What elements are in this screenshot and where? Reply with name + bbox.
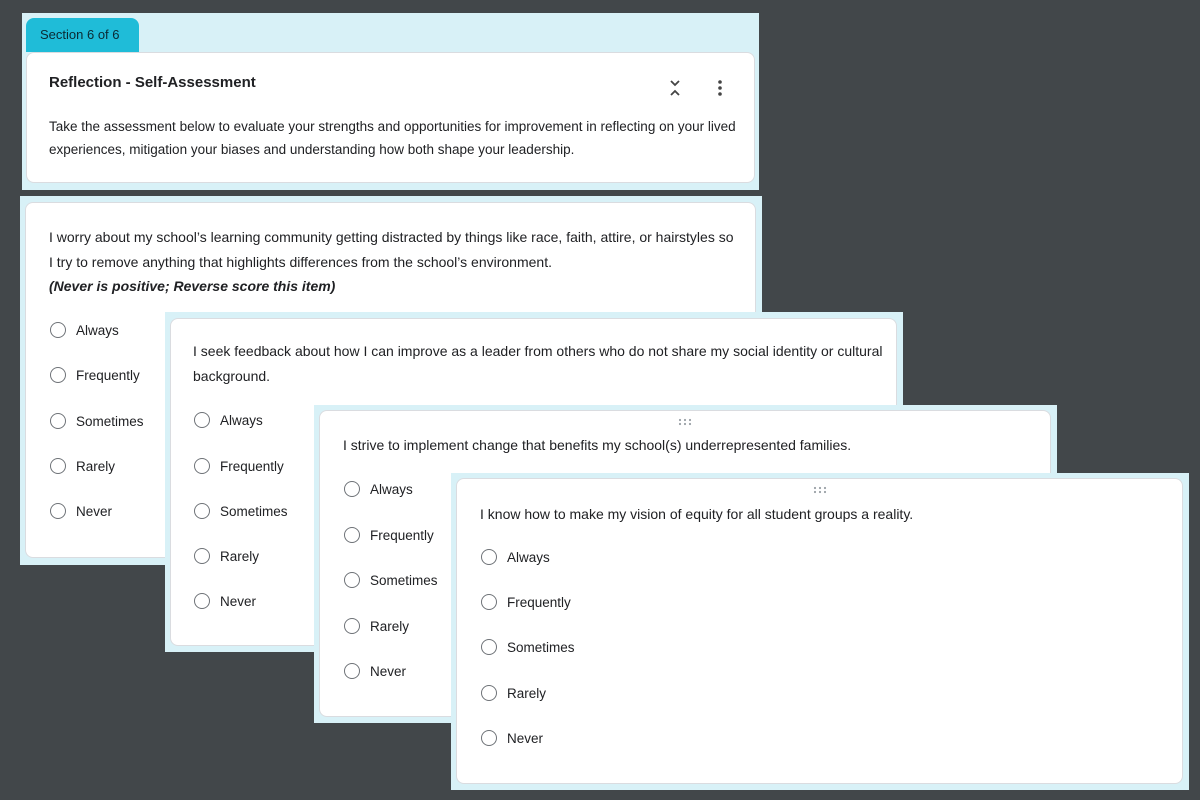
more-vert-icon[interactable] [712,78,728,98]
question-2-text[interactable] [193,339,883,388]
question-2-option[interactable] [194,455,284,477]
option-label: Never [507,730,544,746]
radio-button[interactable] [194,458,210,474]
radio-button[interactable] [194,503,210,519]
option-label: Sometimes [507,639,575,655]
question-1-option[interactable] [50,455,115,477]
option-label: Always [507,549,550,565]
radio-button[interactable] [50,367,66,383]
radio-button[interactable] [50,413,66,429]
option-label: Frequently [370,527,434,543]
radio-button[interactable] [481,639,497,655]
option-label: Never [76,503,113,519]
option-label: Never [220,593,257,609]
question-4-option[interactable] [481,636,575,658]
option-label: Rarely [370,618,410,634]
radio-button[interactable] [194,412,210,428]
question-2-prompt: I seek feedback about how I can improve as a leader from others who do not share my social identity or cultural background. [193,343,883,384]
question-4-prompt: I know how to make my vision of equity for all student groups a reality. [480,506,914,522]
question-1-option[interactable] [50,410,144,432]
option-label: Frequently [220,458,284,474]
section-tab: Section 6 of 6 [26,18,139,52]
radio-button[interactable] [50,458,66,474]
question-1-prompt: I worry about my school’s learning community getting distracted by things like race, faith, attire, or hairstyles so I try to remove anything that highlights differences from the school’s environment. [49,229,734,270]
question-4-option[interactable] [481,727,543,749]
radio-button[interactable] [194,593,210,609]
option-label: Rarely [76,458,116,474]
question-1-option[interactable] [50,500,112,522]
option-label: Sometimes [76,413,144,429]
section-description[interactable]: Take the assessment below to evaluate your strengths and opportunities for improvement in reflecting on your lived experiences, mitigation your biases and understanding how both shape your leadership. [49,119,736,157]
question-3-text[interactable] [343,433,1033,458]
option-label: Always [76,322,119,338]
radio-button[interactable] [50,322,66,338]
radio-button[interactable] [481,730,497,746]
radio-button[interactable] [344,527,360,543]
option-label: Frequently [76,367,140,383]
radio-button[interactable] [344,572,360,588]
radio-button[interactable] [194,548,210,564]
question-4-option[interactable] [481,682,546,704]
question-2-option[interactable] [194,409,263,431]
question-3-prompt: I strive to implement change that benefits my school(s) underrepresented families. [343,437,852,453]
question-3-option[interactable] [344,478,413,500]
option-label: Rarely [220,548,260,564]
question-1-note: (Never is positive; Reverse score this item) [49,278,336,294]
option-label: Always [220,412,263,428]
section-title[interactable]: Reflection - Self-Assessment [49,74,256,91]
question-2-option[interactable] [194,590,256,612]
question-1-option[interactable] [50,319,119,341]
question-4-option[interactable] [481,546,550,568]
radio-button[interactable] [344,618,360,634]
radio-button[interactable] [344,663,360,679]
question-4-text[interactable] [480,502,1170,527]
question-3-option[interactable] [344,569,438,591]
radio-button[interactable] [481,549,497,565]
question-3-option[interactable] [344,524,434,546]
option-label: Never [370,663,407,679]
question-2-option[interactable] [194,545,259,567]
question-1-option[interactable] [50,364,140,386]
question-3-option[interactable] [344,615,409,637]
question-4-option[interactable] [481,591,571,613]
option-label: Rarely [507,685,547,701]
radio-button[interactable] [481,685,497,701]
drag-handle-icon[interactable] [812,486,828,494]
option-label: Sometimes [220,503,288,519]
radio-button[interactable] [481,594,497,610]
radio-button[interactable] [344,481,360,497]
drag-handle-icon[interactable] [677,418,693,426]
radio-button[interactable] [50,503,66,519]
question-3-option[interactable] [344,660,406,682]
question-1-text[interactable] [49,225,739,299]
collapse-icon[interactable] [667,78,683,98]
option-label: Frequently [507,594,571,610]
option-label: Always [370,481,413,497]
option-label: Sometimes [370,572,438,588]
question-2-option[interactable] [194,500,288,522]
